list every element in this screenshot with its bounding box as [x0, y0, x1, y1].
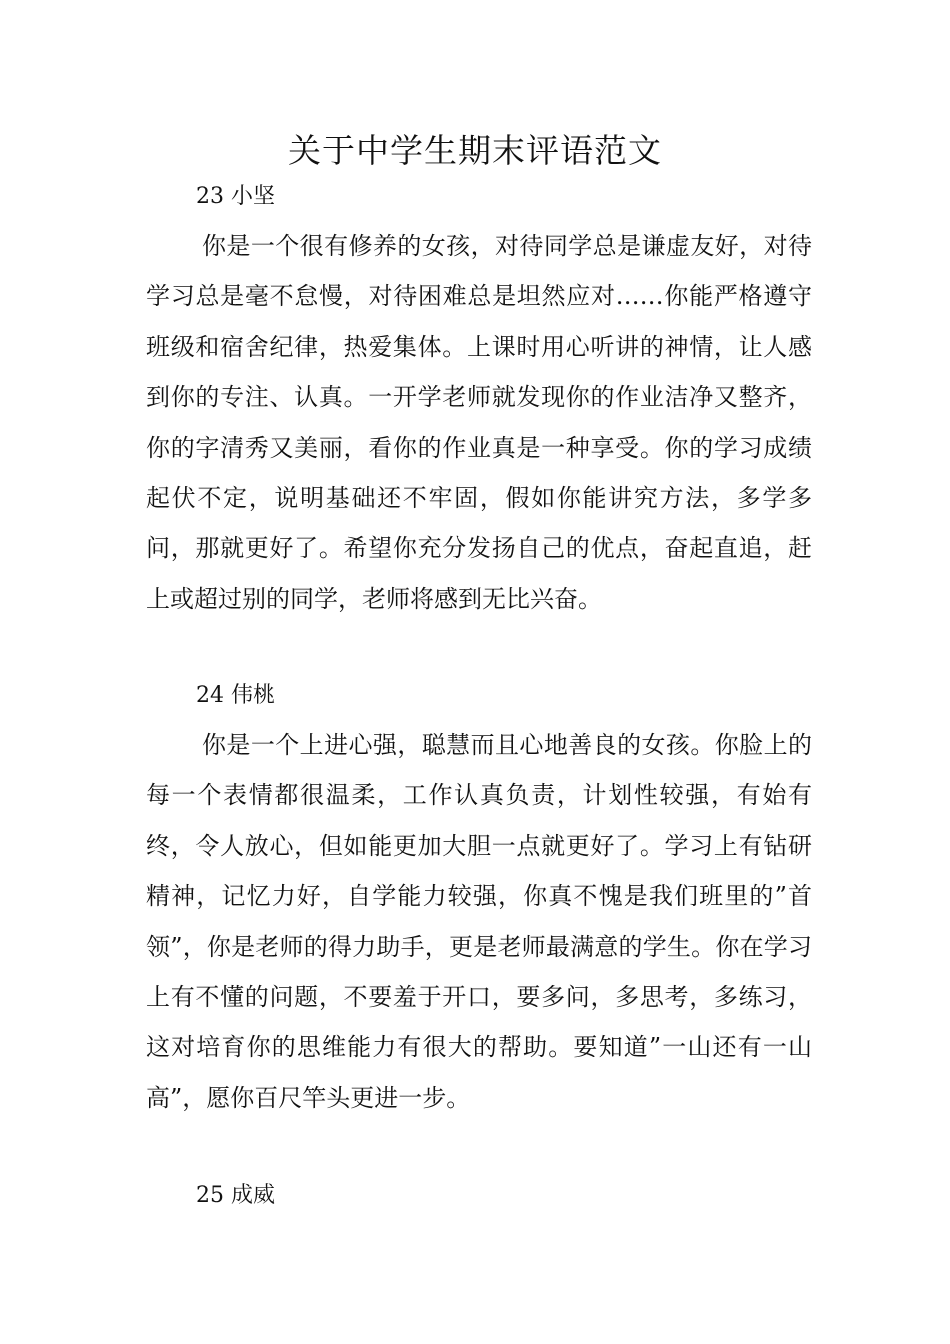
student-heading: 24 伟桃 — [196, 683, 275, 708]
document-title: 关于中学生期末评语范文 — [288, 131, 662, 170]
student-heading: 25 成威 — [196, 1183, 275, 1208]
comment-paragraph: 你是一个很有修养的女孩，对待同学总是谦虚友好，对待学习总是毫不怠慢，对待困难总是坦然应对……你能严格遵守班级和宿舍纪律，热爱集体。上课时用心听讲的神情，让人感到你的专注、认真。一开学老师就发现你的作业洁净又整齐，你的字清秀又美丽，看你的作业真是一种享受。你的学习成绩起伏不定，说明基础还不牢固，假如你能讲究方法，多学多问，那就更好了。希望你充分发扬自己的优点，奋起直追，赶上或超过别的同学，老师将感到无比兴奋。 — [146, 232, 812, 613]
comment-paragraph: 你是一个上进心强，聪慧而且心地善良的女孩。你脸上的每一个表情都很温柔，工作认真负责，计划性较强，有始有终，令人放心，但如能更加大胆一点就更好了。学习上有钻研精神，记忆力好，自学能力较强，你真不愧是我们班里的”首领”，你是老师的得力助手，更是老师最满意的学生。你在学习上有不懂的问题，不要羞于开口，要多问，多思考，多练习，这对培育你的思维能力有很大的帮助。要知道”一山还有一山高”，愿你百尺竿头更进一步。 — [146, 731, 812, 1112]
student-heading: 23 小坚 — [196, 184, 275, 209]
